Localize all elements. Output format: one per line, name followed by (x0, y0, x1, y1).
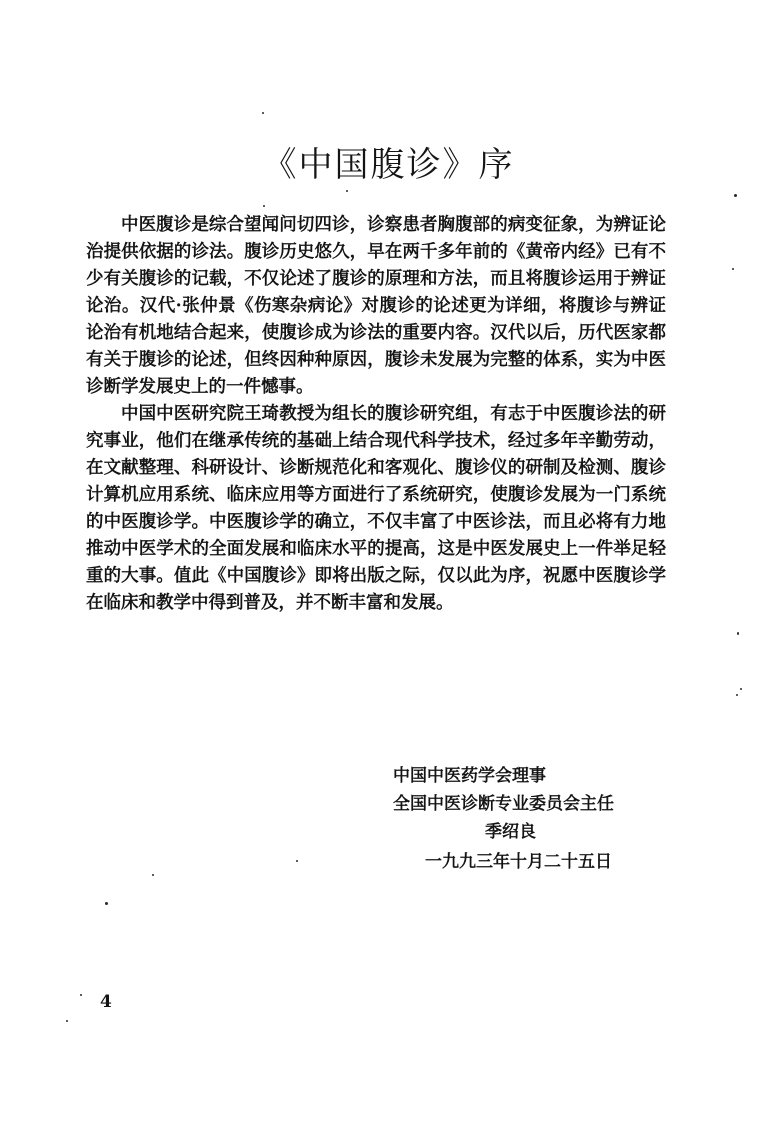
scan-speck (66, 1020, 68, 1022)
paragraph: 中国中医研究院王琦教授为组长的腹诊研究组，有志于中医腹诊法的研究事业，他们在继承传统的基础上结合现代科学技术，经过多年辛勤劳动，在文献整理、科研设计、诊断规范化和客观化、腹诊仪的研制及检测、腹诊计算机应用系统、临床应用等方面进行了系统研究，使腹诊发展为一门系统的中医腹诊学。中医腹诊学的确立，不仅丰富了中医诊法，而且必将有力地推动中医学术的全面发展和临床水平的提高，这是中医发展史上一件举足轻重的大事。值此《中国腹诊》即将出版之际，仅以此为序，祝愿中医腹诊学在临床和教学中得到普及，并不断丰富和发展。 (86, 404, 666, 613)
scan-speck (262, 112, 264, 114)
scan-speck (296, 860, 298, 862)
page-title: 《中国腹诊》序 (262, 145, 515, 185)
scan-speck (105, 902, 108, 905)
preface-body (86, 212, 666, 617)
scan-speck (346, 190, 348, 192)
scan-speck (734, 194, 737, 197)
scan-speck (263, 205, 265, 207)
scan-speck (737, 632, 739, 635)
scan-speck (740, 688, 742, 690)
signature-date: 一九九三年十月二十五日 (425, 852, 612, 872)
scan-speck (152, 874, 154, 876)
signature-name: 季绍良 (485, 822, 536, 842)
paragraph: 中医腹诊是综合望闻问切四诊，诊察患者胸腹部的病变征象，为辨证论治提供依据的诊法。腹诊历史悠久，早在两千多年前的《黄帝内经》已有不少有关腹诊的记载，不仅论述了腹诊的原理和方法，而且将腹诊运用于辨证论治。汉代·张仲景《伤寒杂病论》对腹诊的论述更为详细，将腹诊与辨证论治有机地结合起来，使腹诊成为诊法的重要内容。汉代以后，历代医家都有关于腹诊的论述，但终因种种原因，腹诊未发展为完整的体系，实为中医诊断学发展史上的一件憾事。 (86, 215, 666, 397)
signature-title-2: 全国中医诊断专业委员会主任 (393, 794, 614, 814)
scan-speck (732, 268, 734, 270)
signature-title-1: 中国中医药学会理事 (393, 766, 546, 786)
scan-speck (736, 694, 738, 696)
page-number: 4 (100, 992, 112, 1012)
scan-speck (80, 994, 82, 996)
